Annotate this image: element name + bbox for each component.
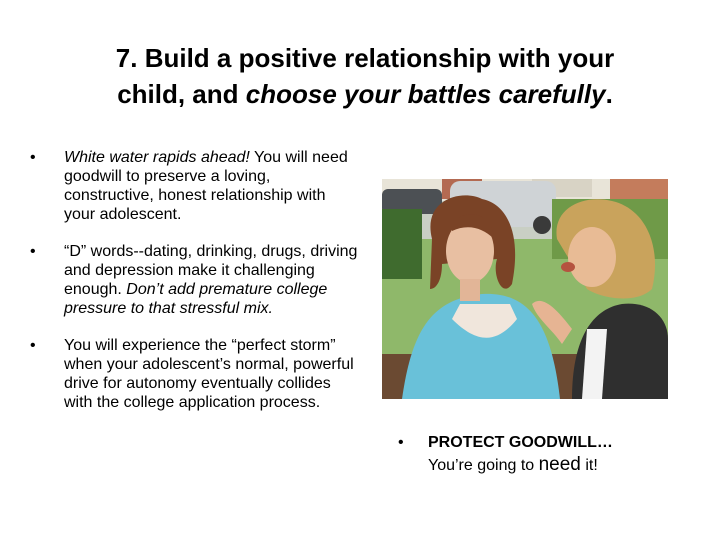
slide-title: [60, 40, 670, 112]
bullet-text-post: it!: [580, 457, 598, 474]
bullet-item: [398, 432, 698, 477]
bullet-text-emphasis: need: [538, 454, 581, 475]
title-line-2-emphasis: choose your battles carefully: [245, 79, 606, 109]
bullet-marker: •: [30, 337, 36, 354]
right-bullet-list: [398, 432, 698, 477]
bullet-marker: •: [30, 243, 36, 260]
title-line-1: 7. Build a positive relationship with your: [115, 43, 615, 73]
title-line-2-text: child, and: [117, 79, 246, 109]
bullet-heading: PROTECT GOODWILL…: [428, 434, 613, 451]
bullet-lead: White water rapids ahead!: [64, 149, 250, 166]
bullet-text: You will experience the “perfect storm” when your adolescent’s normal, powerful drive for autonomy eventually collides with the college application process.: [64, 337, 354, 411]
mother-daughter-photo: [382, 179, 668, 399]
bullet-list: [30, 148, 360, 430]
bullet-text: “D” words--dating, drinking, drugs, driving and depression make it challenging enough.: [64, 243, 358, 298]
bullet-item: [30, 336, 360, 412]
photo-illustration: [382, 179, 668, 399]
bullet-marker: •: [398, 434, 404, 451]
title-line-2: [60, 76, 670, 112]
bullet-item: [30, 148, 360, 224]
bullet-text-pre: You’re going to: [428, 457, 539, 474]
bullet-item: [30, 242, 360, 318]
bullet-emphasis: Don’t add premature college pressure to that stressful mix.: [64, 281, 328, 317]
bullet-marker: •: [30, 149, 36, 166]
bullet-text: You will need goodwill to preserve a loving, constructive, honest relationship with your adolescent.: [64, 149, 348, 223]
title-line-2-period: .: [605, 79, 613, 109]
